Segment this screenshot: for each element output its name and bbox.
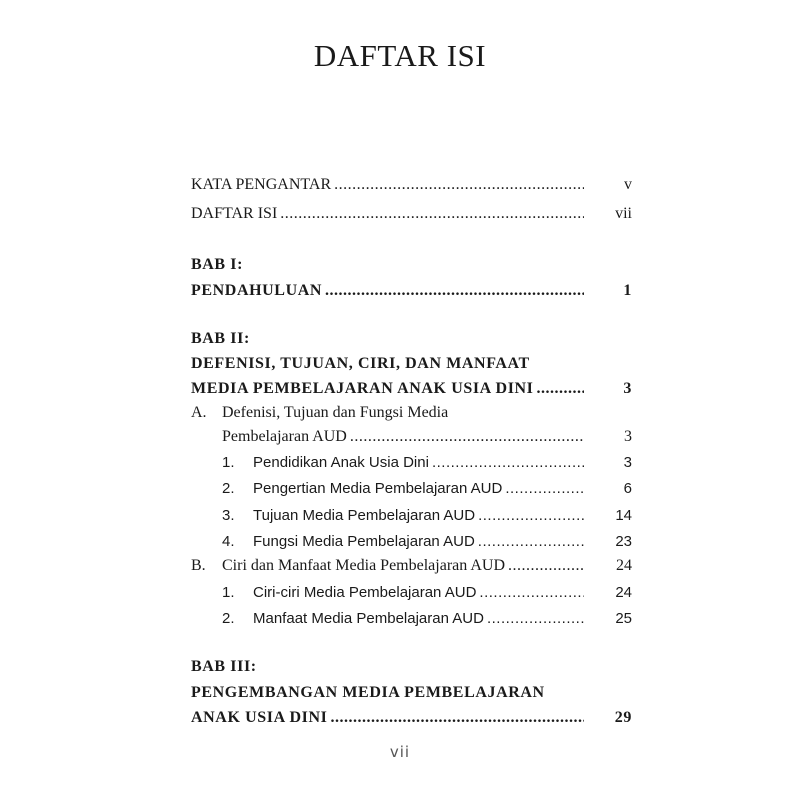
toc-entry-daftar-isi[interactable] (191, 203, 632, 225)
entry-page: 24 (616, 557, 632, 574)
entry-page: 3 (623, 380, 632, 397)
dot-leader (350, 426, 584, 448)
toc-entry-a4[interactable] (191, 531, 632, 553)
entry-page: 23 (615, 533, 632, 550)
entry-text: ANAK USIA DINI (191, 709, 328, 726)
page-number: vii (389, 743, 411, 761)
item-marker: 3. (222, 507, 235, 524)
section-marker: B. (191, 557, 206, 574)
toc-entry-a3[interactable] (191, 505, 632, 527)
toc-entry-section-a[interactable] (191, 426, 632, 448)
toc-entry-bab1[interactable] (191, 280, 632, 302)
item-marker: 4. (222, 533, 235, 550)
entry-page: 29 (614, 709, 632, 726)
toc-entry-kata-pengantar[interactable] (191, 174, 632, 196)
chapter-label: BAB II: (191, 330, 250, 347)
chapter-label: BAB III: (191, 658, 257, 675)
item-marker: 1. (222, 584, 235, 601)
dot-leader (537, 378, 584, 400)
entry-page: 1 (623, 282, 632, 299)
entry-page: v (624, 176, 632, 193)
entry-text: Manfaat Media Pembelajaran AUD (253, 610, 484, 627)
dot-leader (478, 531, 584, 553)
entry-text: Fungsi Media Pembelajaran AUD (253, 533, 475, 550)
entry-text: PENDAHULUAN (191, 282, 323, 299)
entry-text: Tujuan Media Pembelajaran AUD (253, 507, 476, 524)
dot-leader (325, 280, 584, 302)
dot-leader (487, 608, 584, 630)
item-marker: 1. (222, 454, 235, 471)
dot-leader (280, 203, 584, 225)
entry-text: Ciri-ciri Media Pembelajaran AUD (253, 584, 477, 601)
entry-page: 3 (624, 428, 632, 445)
entry-text: KATA PENGANTAR (191, 176, 332, 193)
dot-leader (508, 555, 584, 577)
page-title: DAFTAR ISI (313, 38, 487, 73)
toc-entry-section-b[interactable] (191, 555, 632, 577)
item-marker: 2. (222, 480, 235, 497)
section-a-line1 (191, 402, 632, 424)
dot-leader (505, 478, 584, 500)
chapter-label: BAB I: (191, 256, 244, 273)
dot-leader (330, 707, 584, 729)
entry-page: vii (615, 205, 632, 222)
toc-entry-b2[interactable] (191, 608, 632, 630)
dot-leader (334, 174, 584, 196)
dot-leader (432, 452, 584, 474)
entry-text: Ciri dan Manfaat Media Pembelajaran AUD (222, 557, 506, 574)
entry-text: Pendidikan Anak Usia Dini (253, 454, 429, 471)
dot-leader (478, 505, 584, 527)
chapter-title-line: DEFENISI, TUJUAN, CIRI, DAN MANFAAT (191, 355, 530, 372)
toc-entry-bab3[interactable] (191, 707, 632, 729)
entry-text: Pengertian Media Pembelajaran AUD (253, 480, 503, 497)
entry-text: Defenisi, Tujuan dan Fungsi Media (222, 404, 449, 421)
entry-text: MEDIA PEMBELAJARAN ANAK USIA DINI (191, 380, 534, 397)
toc-entry-b1[interactable] (191, 582, 632, 604)
toc-entry-a2[interactable] (191, 478, 632, 500)
entry-page: 3 (623, 454, 632, 471)
toc-entry-a1[interactable] (191, 452, 632, 474)
entry-page: 6 (623, 480, 632, 497)
section-marker: A. (191, 404, 207, 421)
entry-page: 14 (615, 507, 632, 524)
toc-entry-bab2[interactable] (191, 378, 632, 400)
entry-text: Pembelajaran AUD (222, 428, 347, 445)
item-marker: 2. (222, 610, 235, 627)
entry-text: DAFTAR ISI (191, 205, 278, 222)
dot-leader (479, 582, 584, 604)
entry-page: 24 (615, 584, 632, 601)
chapter-title-line: PENGEMBANGAN MEDIA PEMBELAJARAN (191, 684, 545, 701)
entry-page: 25 (615, 610, 632, 627)
